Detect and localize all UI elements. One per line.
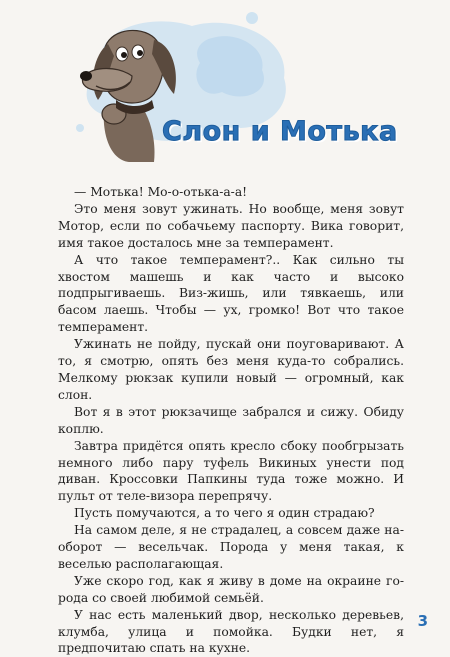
paragraph: На самом деле, я не страдалец, а совсем даже на-оборот — весельчак. Порода у меня такая, к веселью располагающая. <box>58 523 404 571</box>
paragraph: У нас есть маленький двор, несколько деревьев, клумба, улица и помойка. Будки нет, я предпочитаю спать на кухне. <box>58 607 404 656</box>
page-number: 3 <box>417 612 428 630</box>
paragraph: А что такое темперамент?.. Как сильно ты хвостом машешь и как часто и высоко подпрыгиваешь. Виз-жишь, или тявкаешь, или басом лаешь. Чтобы — ух, громко! Вот что такое темперамент. <box>58 252 404 335</box>
chapter-body <box>58 184 404 657</box>
paragraph: Это меня зовут ужинать. Но вообще, меня зовут Мотор, если по собачьему паспорту. Вика говорит, имя такое досталось мне за темперамент. <box>58 201 404 250</box>
paragraph: Уже скоро год, как я живу в доме на окраине го-рода со своей любимой семьёй. <box>58 573 404 605</box>
paragraph: — Мотька! Мо-о-отька-а-а! <box>74 185 248 199</box>
paragraph: Ужинать не пойду, пускай они поуговаривают. А то, я смотрю, опять без меня куда-то собрались. Мелкому рюкзак купили новый — огромный, как слон. <box>58 337 404 402</box>
paragraph: Вот я в этот рюкзачище забрался и сижу. Обиду коплю. <box>58 404 404 436</box>
paragraph: Пусть помучаются, а то чего я один страдаю? <box>74 506 375 521</box>
chapter-title: Слон и Мотька <box>162 116 398 147</box>
paragraph: Завтра придётся опять кресло сбоку пообгрызать немного либо пару туфель Викиных унести под диван. Кроссовки Папкины туда тоже можно. И пульт от теле-визора перепрячу. <box>58 438 404 504</box>
